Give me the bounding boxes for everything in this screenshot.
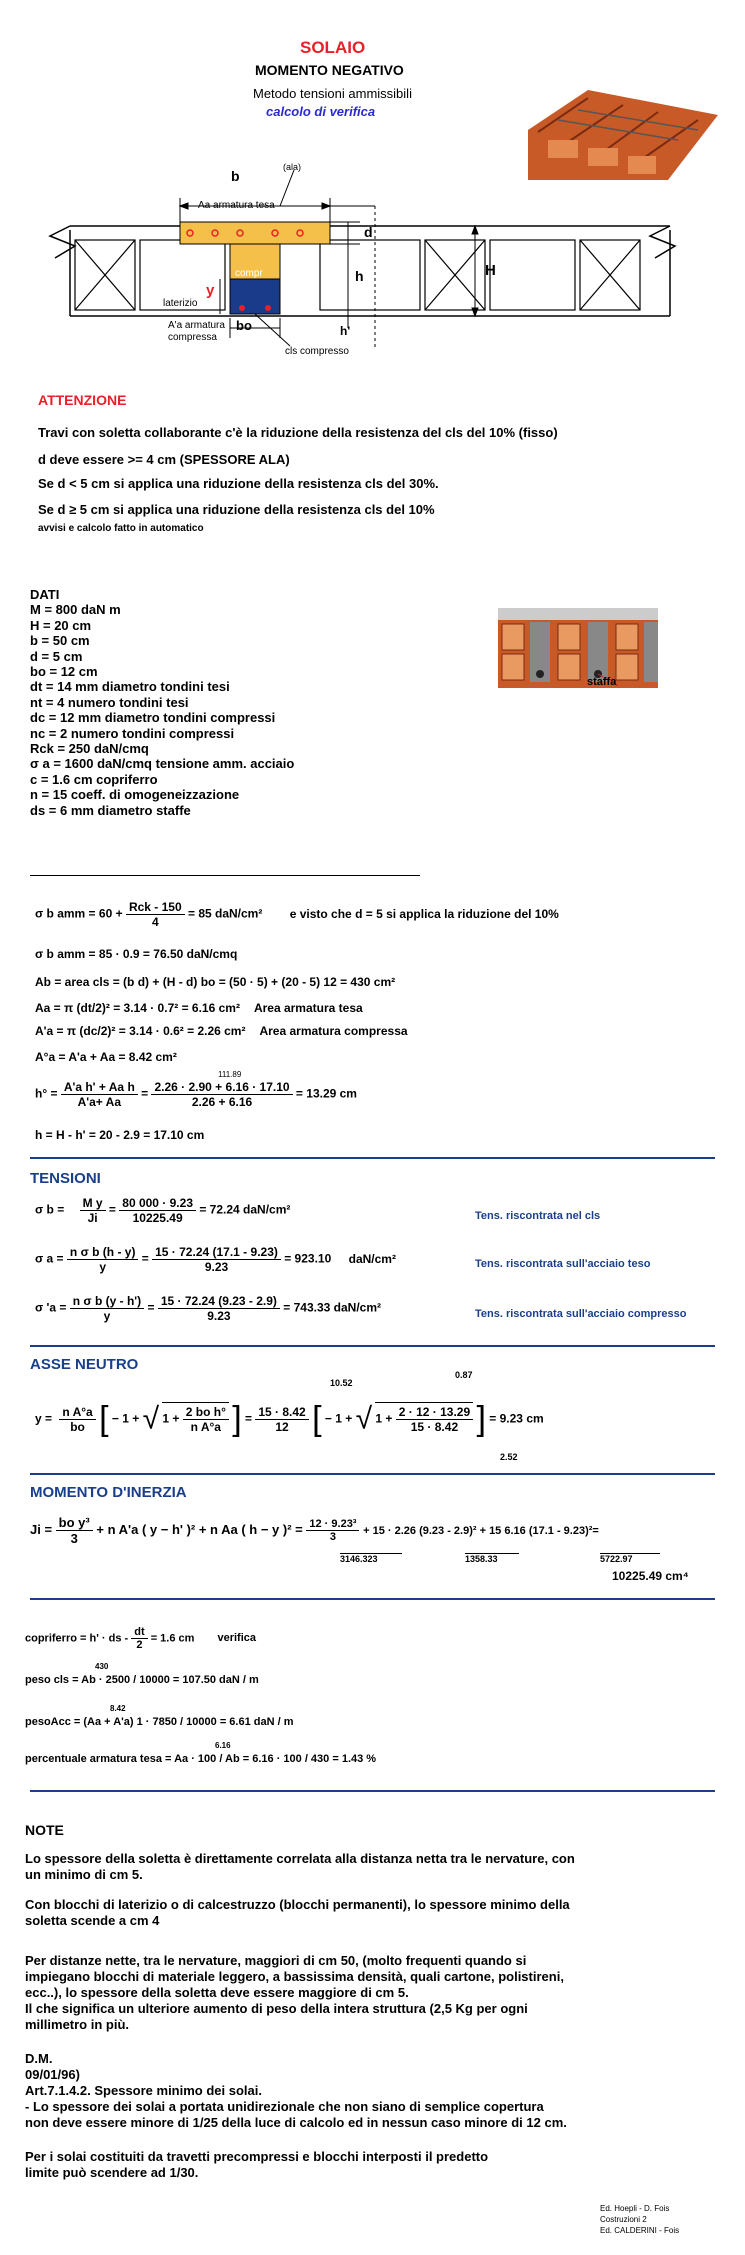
divider <box>30 1790 715 1792</box>
ji-v3: 5722.97 <box>600 1553 660 1564</box>
sa-den2: 9.23 <box>204 1260 229 1274</box>
sigma-amm-2: σ b amm = 85 · 0.9 = 76.50 daN/cmq <box>35 947 238 961</box>
asse-den3: 12 <box>275 1420 289 1434</box>
asse-t1: 10.52 <box>330 1378 353 1388</box>
slab-section-diagram <box>30 148 720 368</box>
cop-num: dt <box>131 1626 147 1639</box>
attenzione-title: ATTENZIONE <box>38 392 127 408</box>
ji-den1: 3 <box>70 1531 78 1546</box>
credit-2: Costruzioni 2 <box>600 2215 647 2224</box>
note-p3: Per distanze nette, tra le nervature, maggiori di cm 50, (molto frequenti quando si impiegano blocchi di materiale leggero, a bassissima densità, quali cartone, polistireni, ecc..), lo spessore della soletta deve essere maggiore di cm 5. <box>25 1953 564 2000</box>
s1a-den: y <box>103 1309 111 1323</box>
hst-post: = 13.29 cm <box>295 1086 357 1101</box>
peso-cls: peso cls = Ab · 2500 / 10000 = 107.50 daN / m <box>25 1674 259 1686</box>
aa-label: Aa armatura tesa <box>198 200 275 211</box>
sb-note: Tens. riscontrata nel cls <box>475 1210 601 1222</box>
attenzione-line-3: Se d < 5 cm si applica una riduzione della resistenza cls del 30%. <box>38 476 439 491</box>
perc-sup: 6.16 <box>215 1741 231 1750</box>
s1a-pre: σ 'a = <box>35 1300 67 1315</box>
dim-H-label: H <box>485 262 496 279</box>
asse-frac3 <box>255 1405 308 1434</box>
samm1-num: Rck - 150 <box>126 900 185 915</box>
s1a-num: n σ b (y - h') <box>70 1294 144 1309</box>
note-title: NOTE <box>25 1822 64 1838</box>
s1a-post: = 743.33 daN/cm² <box>283 1300 381 1315</box>
asse-frac1 <box>59 1405 95 1434</box>
cop-post: = 1.6 cm <box>150 1632 195 1645</box>
tensioni-title: TENSIONI <box>30 1170 101 1187</box>
note-p5: Per i solai costituiti da travetti precompressi e blocchi interposti il predetto limite può scendere ad 1/30. <box>25 2149 489 2180</box>
asse-y: y = <box>35 1411 53 1426</box>
asse-t3: 2.52 <box>500 1452 518 1462</box>
sb-num: M y <box>80 1196 106 1211</box>
ji-v1: 3146.323 <box>340 1553 402 1564</box>
hst-sup: 111.89 <box>218 1070 242 1079</box>
s1a-num2: 15 · 72.24 (9.23 - 2.9) <box>158 1294 280 1309</box>
sb-num2: 80 000 · 9.23 <box>119 1196 196 1211</box>
peso-acc: pesoAcc = (Aa + A'a) 1 · 7850 / 10000 = 6.61 daN / m <box>25 1716 294 1728</box>
dati-item: n = 15 coeff. di omogeneizzazione <box>30 787 240 803</box>
credit-1: Ed. Hoepli - D. Fois <box>600 2204 670 2213</box>
dati-list <box>30 587 294 818</box>
sb-post: = 72.24 daN/cm² <box>199 1202 291 1217</box>
momento-title: MOMENTO D'INERZIA <box>30 1484 187 1501</box>
ji-pre: Ji = <box>30 1521 53 1537</box>
hst-frac2 <box>151 1080 292 1109</box>
section-photo-image <box>498 608 658 688</box>
sigma-a1: σ 'a = $\frac{\text{n σ b (y - h')}}{y}$ = $\frac{15 \cdot 72.24 (9.23 - 2.9)}{9.23}$ = 743.33 daN/cm² <box>35 1294 381 1323</box>
area-cls: Ab = area cls = (b d) + (H - d) bo = (50 · 5) + (20 - 5) 12 = 430 cm² <box>35 975 396 989</box>
momento-formula <box>30 1515 599 1546</box>
s1a-frac2 <box>158 1294 280 1323</box>
dati-item: σ a = 1600 daN/cmq tensione amm. acciaio <box>30 756 295 772</box>
dim-hp-label: h' <box>340 324 351 338</box>
sa-frac2 <box>152 1245 281 1274</box>
note-p4: Il che significa un ulteriore aumento di peso della intera struttura (2,5 Kg per ogni millimetro in più. <box>25 2001 528 2032</box>
asse-m2: − 1 + <box>324 1411 353 1426</box>
attenzione-line-4: Se d ≥ 5 cm si applica una riduzione della resistenza cls del 10% <box>38 502 435 517</box>
attenzione-line-2: d deve essere >= 4 cm (SPESSORE ALA) <box>38 452 290 467</box>
sigma-a: σ a = $\frac{\text{n σ b (h - y)}}{y}$ = $\frac{15 \cdot 72.24 (17.1 - 9.23)}{9.23}$ = 923.10 daN/cm² <box>35 1245 396 1274</box>
asse-frac4 <box>396 1405 473 1434</box>
aa-note: Area armatura tesa <box>253 1001 363 1015</box>
dim-h-label: h <box>355 268 364 284</box>
dati-item: H = 20 cm <box>30 617 92 633</box>
samm1-den: 4 <box>151 915 159 929</box>
divider <box>30 1157 715 1159</box>
compr-label: compr <box>235 268 263 279</box>
h-star: h° = $\frac{\text{A'a h' + Aa h}}{A'a+ Aa}$ = $\frac{2.26 \cdot 2.90 + 6.16 \cdot 17.10}{2.26 + 6.16}$ = 13.29 cm <box>35 1080 357 1109</box>
note-p2: Con blocchi di laterizio o di calcestruzzo (blocchi permanenti), lo spessore minimo della soletta scende a cm 4 <box>25 1897 570 1928</box>
ji-v2: 1358.33 <box>465 1553 519 1564</box>
ji-num1: bo y³ <box>56 1515 93 1531</box>
divider <box>30 1473 715 1475</box>
note-dm2: 09/01/96) <box>25 2067 80 2082</box>
asse-res: = 9.23 cm <box>489 1411 544 1426</box>
attenzione-line-5: avvisi e calcolo fatto in automatico <box>38 523 204 534</box>
samm1-post: = 85 daN/cm² <box>187 906 263 921</box>
sigma-amm-1 <box>35 900 559 929</box>
ji-frac1 <box>56 1515 93 1546</box>
credits <box>600 2203 679 2236</box>
cop-pre: copriferro = h' · ds - <box>25 1632 129 1645</box>
hst-den2: 2.26 + 6.16 <box>191 1095 253 1109</box>
note-dm5: non deve essere minore di 1/25 della luce di calcolo ed in nessun caso minore di 12 cm. <box>25 2115 567 2130</box>
sb-pre: σ b = <box>35 1202 65 1217</box>
samm1-frac <box>126 900 185 929</box>
sa-num: n σ b (h - y) <box>67 1245 139 1260</box>
a1a-label-line2: compressa <box>168 332 217 343</box>
dati-item: ds = 6 mm diametro staffe <box>30 802 191 818</box>
asse-t2: 0.87 <box>455 1370 473 1380</box>
asse-den4: 15 · 8.42 <box>410 1420 459 1434</box>
page-title: SOLAIO <box>300 38 366 57</box>
ji-den2: 3 <box>329 1531 336 1543</box>
ji-frac2 <box>306 1518 359 1543</box>
aa-formula: Aa = π (dt/2)² = 3.14 · 0.7² = 6.16 cm² <box>35 1001 240 1015</box>
asse-frac2 <box>183 1405 229 1434</box>
calc-label: calcolo di verifica <box>266 104 376 119</box>
samm1-note: e visto che d = 5 si applica la riduzione del 10% <box>289 906 559 921</box>
sa-num2: 15 · 72.24 (17.1 - 9.23) <box>152 1245 281 1260</box>
dati-item: M = 800 daN m <box>30 602 121 618</box>
dati-item: DATI <box>30 587 60 602</box>
hst-num: A'a h' + Aa h <box>61 1080 138 1095</box>
perc-armatura: percentuale armatura tesa = Aa · 100 / Ab = 6.16 · 100 / 430 = 1.43 % <box>25 1753 377 1765</box>
sa-frac <box>67 1245 139 1274</box>
sa-den: y <box>99 1260 107 1274</box>
a1a-note: Area armatura compressa <box>259 1024 408 1038</box>
page-subtitle: MOMENTO NEGATIVO <box>255 62 404 78</box>
sb-frac <box>80 1196 106 1225</box>
s1a-note: Tens. riscontrata sull'acciaio compresso <box>475 1308 687 1320</box>
dati-item: d = 5 cm <box>30 648 83 664</box>
asse-den2: n A°a <box>190 1420 221 1434</box>
asse-den1: bo <box>70 1420 85 1434</box>
ala-label: (ala) <box>283 162 302 172</box>
divider <box>30 1345 715 1347</box>
dati-item: dc = 12 mm diametro tondini compressi <box>30 710 276 726</box>
dati-item: nt = 4 numero tondini tesi <box>30 694 189 710</box>
laterizio-label: laterizio <box>163 298 198 309</box>
ji-total: 10225.49 cm⁴ <box>612 1569 689 1583</box>
dati-item: dt = 14 mm diametro tondini tesi <box>30 679 230 695</box>
hst-den: A'a+ Aa <box>77 1095 122 1109</box>
area-aa <box>35 1001 363 1015</box>
pcls-sup: 430 <box>95 1662 109 1671</box>
dati-item: nc = 2 numero tondini compressi <box>30 725 235 741</box>
asse-title: ASSE NEUTRO <box>30 1356 139 1373</box>
area-a1a <box>35 1024 408 1038</box>
sa-pre: σ a = <box>35 1251 64 1266</box>
divider <box>30 875 420 876</box>
hst-pre: h° = <box>35 1086 58 1101</box>
asse-num4: 2 · 12 · 13.29 <box>396 1405 473 1420</box>
dim-y-label: y <box>206 282 215 299</box>
sa-note: Tens. riscontrata sull'acciaio teso <box>475 1258 651 1270</box>
dim-bo-label: bo <box>236 318 252 333</box>
sb-den2: 10225.49 <box>132 1211 183 1225</box>
note-dm3: Art.7.1.4.2. Spessore minimo dei solai. <box>25 2083 262 2098</box>
ji-num2: 12 · 9.23³ <box>306 1518 359 1531</box>
asse-sqrt1: 1 + $\frac{\text{2 bo h°}}{\text{n A°a}}$ <box>162 1402 229 1434</box>
note-dm4: - Lo spessore dei solai a portata unidirezionale che non siano di semplice copertura <box>25 2099 544 2114</box>
method-label: Metodo tensioni ammissibili <box>253 86 412 101</box>
dati-item: Rck = 250 daN/cmq <box>30 741 149 757</box>
s1a-frac <box>70 1294 144 1323</box>
divider <box>30 1598 715 1600</box>
sa-unit: daN/cm² <box>348 1251 396 1266</box>
asse-m1: − 1 + <box>111 1411 140 1426</box>
hst-num2: 2.26 · 2.90 + 6.16 · 17.10 <box>151 1080 292 1095</box>
dati-item: bo = 12 cm <box>30 664 98 680</box>
a1a-formula: A'a = π (dc/2)² = 3.14 · 0.6² = 2.26 cm² <box>35 1024 246 1038</box>
asse-formula: y = $\frac{\text{n A°a}}{bo}$ [ − 1 + √ 1 + $\frac{\text{2 bo h°}}{\text{n A°a}}$ ] = $\frac{15 \cdot 8.42}{12}$ [ − 1 + √ 1 + $\frac{2 \cdot 12 \cdot 13.29}{15 \cdot 8.42}$ ] = 9.23 cm <box>35 1400 544 1438</box>
asse-sqrt2: 1 + $\frac{2 \cdot 12 \cdot 13.29}{15 \cdot 8.42}$ <box>375 1402 473 1434</box>
sa-post: = 923.10 <box>284 1251 332 1266</box>
area-asa: A°a = A'a + Aa = 8.42 cm² <box>35 1050 177 1064</box>
sigma-b: σ b = $\frac{\text{M y}}{Ji}$ = $\frac{80 000 \cdot 9.23}{10225.49}$ = 72.24 daN/cm² <box>35 1196 291 1225</box>
asse-num2: 2 bo h° <box>183 1405 229 1420</box>
dim-d-label: d <box>364 224 373 240</box>
samm1-pre: σ b amm = 60 + <box>35 906 123 921</box>
sb-frac2 <box>119 1196 196 1225</box>
dim-b-label: b <box>231 168 240 184</box>
asse-num1: n A°a <box>59 1405 95 1420</box>
credit-3: Ed. CALDERINI - Fois <box>600 2226 680 2235</box>
cls-label: cls compresso <box>285 346 349 357</box>
a1a-label-line1: A'a armatura <box>168 320 225 331</box>
sb-den: Ji <box>87 1211 98 1225</box>
s1a-den2: 9.23 <box>207 1309 231 1323</box>
asse-num3: 15 · 8.42 <box>255 1405 308 1420</box>
note-section <box>25 1822 585 2181</box>
cop-frac <box>131 1626 147 1651</box>
copriferro <box>25 1626 256 1651</box>
ji-tail: + 15 · 2.26 (9.23 - 2.9)² + 15 6.16 (17.1 - 9.23)²= <box>363 1524 599 1537</box>
hst-frac <box>61 1080 138 1109</box>
cop-verifica: verifica <box>217 1632 257 1645</box>
cop-den: 2 <box>136 1639 143 1651</box>
a1a-label <box>168 320 225 344</box>
dati-item: c = 1.6 cm copriferro <box>30 771 158 787</box>
staffa-label: staffa <box>587 676 617 688</box>
ji-mid: + n A'a ( y − h' )² + n Aa ( h − y )² = <box>96 1521 303 1537</box>
h-value: h = H - h' = 20 - 2.9 = 17.10 cm <box>35 1128 205 1142</box>
pacc-sup: 8.42 <box>110 1704 126 1713</box>
attenzione-line-1: Travi con soletta collaborante c'è la riduzione della resistenza del cls del 10% (fisso) <box>38 425 558 440</box>
dati-item: b = 50 cm <box>30 633 90 649</box>
note-p1: Lo spessore della soletta è direttamente correlata alla distanza netta tra le nervature, con un minimo di cm 5. <box>25 1851 575 1882</box>
note-dm1: D.M. <box>25 2051 53 2066</box>
